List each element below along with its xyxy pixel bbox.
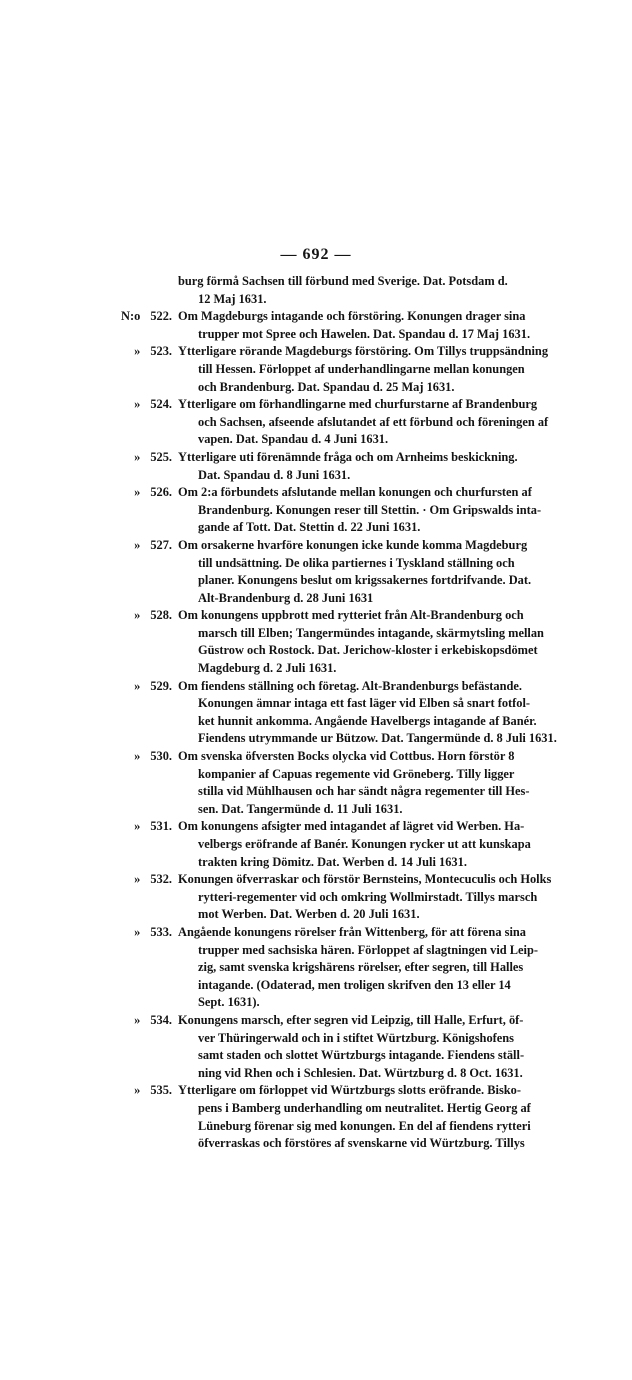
entry-line: planer. Konungens beslut om krigssakernes fortdrifvande. Dat. [198, 573, 532, 588]
entry-line: Om fiendens ställning och företag. Alt-Brandenburgs befästande. [178, 678, 522, 693]
entry-line: gande af Tott. Dat. Stettin d. 22 Juni 1631. [198, 520, 421, 535]
entry-number: 528. [150, 608, 172, 623]
entry-line: vapen. Dat. Spandau d. 4 Juni 1631. [198, 432, 389, 447]
entry-line: till Hessen. Förloppet af underhandlingarne mellan konungen [198, 361, 525, 376]
entry-line: velbergs eröfrande af Banér. Konungen rycker ut att kunskapa [198, 837, 531, 851]
entry-marker: » [134, 1083, 141, 1098]
entry-line: Ytterligare rörande Magdeburgs förstöring. Om Tillys truppsändning [178, 344, 549, 359]
continuation-line: burg förmå Sachsen till förbund med Sverige. Dat. Potsdam d. [178, 274, 508, 288]
entry-line: trupper med sachsiska hären. Förloppet af slagtningen vid Leip- [198, 942, 538, 957]
entry-number-cell [110, 748, 178, 766]
entry-text [178, 537, 604, 607]
register-entry [110, 678, 604, 748]
register-entry [110, 748, 604, 818]
entry-line: Brandenburg. Konungen reser till Stettin. · Om Gripswalds inta- [198, 502, 542, 517]
entry-text [178, 818, 604, 871]
entry-number: 526. [150, 485, 172, 500]
entry-number-cell [110, 308, 178, 326]
entry-line: ning vid Rhen och i Schlesien. Dat. Würtzburg d. 8 Oct. 1631. [198, 1065, 523, 1080]
entry-line: Sept. 1631). [198, 995, 260, 1010]
entry-line: Ytterligare om förhandlingarne med churfurstarne af Brandenburg [178, 397, 538, 412]
entry-line: Fiendens utrymmande ur Bützow. Dat. Tangermünde d. 8 Juli 1631. [198, 731, 557, 746]
entry-number-cell [110, 449, 178, 467]
entry-number-cell [110, 1082, 178, 1100]
register-text [110, 273, 604, 1153]
entry-marker: » [134, 924, 141, 939]
entry-marker: » [134, 449, 141, 464]
entry-number: 523. [150, 344, 172, 359]
entry-line: trupper mot Spree och Hawelen. Dat. Spandau d. 17 Maj 1631. [198, 326, 531, 341]
entry-number-cell [110, 871, 178, 889]
entry-line: Magdeburg d. 2 Juli 1631. [198, 661, 337, 676]
register-entry [110, 924, 604, 1012]
register-entry [110, 308, 604, 343]
entry-line: Om orsakerne hvarföre konungen icke kunde komma Magdeburg [178, 537, 528, 552]
entry-marker: » [134, 872, 141, 887]
entry-line: intagande. (Odaterad, men troligen skrifven den 13 eller 14 [198, 977, 511, 992]
entry-number: 531. [150, 819, 172, 834]
entry-line: öfverraskas och förstöres af svenskarne vid Würtzburg. Tillys [198, 1136, 525, 1151]
entry-line: och Sachsen, afseende afslutandet af ett förbund och föreningen af [198, 414, 549, 429]
entry-marker: » [134, 344, 141, 359]
entry-line: rytteri-regementer vid och omkring Wollmirstadt. Tillys marsch [198, 889, 538, 904]
register-entry [110, 449, 604, 484]
entry-text [178, 396, 604, 449]
entry-text [178, 484, 604, 537]
continuation-line: 12 Maj 1631. [198, 291, 267, 306]
entry-marker: » [134, 397, 141, 412]
entry-number-cell [110, 1012, 178, 1030]
entry-number: 527. [150, 537, 172, 552]
entry-line: mot Werben. Dat. Werben d. 20 Juli 1631. [198, 907, 420, 922]
entry-line: zig, samt svenska krigshärens rörelser, efter segren, till Halles [198, 960, 524, 975]
page-number: — 692 — [280, 246, 352, 263]
entry-number-cell [110, 678, 178, 696]
entry-line: och Brandenburg. Dat. Spandau d. 25 Maj 1631. [198, 379, 455, 394]
entry-line: Lüneburg förenar sig med konungen. En del af fiendens rytteri [198, 1118, 531, 1133]
entry-marker: » [134, 1012, 141, 1027]
entry-line: samt staden och slottet Würtzburgs intagande. Fiendens ställ- [198, 1048, 525, 1063]
entry-marker: » [134, 678, 141, 693]
continuation-paragraph [178, 273, 604, 308]
entry-text [178, 748, 604, 818]
entry-line: Ytterligare om förloppet vid Würtzburgs slotts eröfrande. Bisko- [178, 1083, 521, 1098]
entry-line: Om konungens afsigter med intagandet af lägret vid Werben. Ha- [178, 819, 525, 834]
entry-line: pens i Bamberg underhandling om neutralitet. Hertig Georg af [198, 1100, 531, 1115]
entry-number-cell [110, 924, 178, 942]
register-entry [110, 484, 604, 537]
entry-number: 532. [150, 872, 172, 887]
register-entry [110, 871, 604, 924]
entry-number: 535. [150, 1083, 172, 1098]
entry-text [178, 343, 604, 396]
entry-line: Konungen ämnar intaga ett fast läger vid Elben så snart fotfol- [198, 696, 531, 711]
entry-marker: » [134, 537, 141, 552]
register-entry [110, 1082, 604, 1152]
entry-number-cell [110, 818, 178, 836]
entry-line: Alt-Brandenburg d. 28 Juni 1631 [198, 590, 374, 605]
entry-number: 529. [150, 678, 172, 693]
entry-list [110, 308, 604, 1153]
entry-line: Konungen öfverraskar och förstör Bernsteins, Montecuculis och Holks [178, 872, 552, 887]
entry-line: stilla vid Mühlhausen och har sändt några regementer till Hes- [198, 784, 530, 799]
entry-line: Güstrow och Rostock. Dat. Jerichow-kloster i erkebiskopsdömet [198, 643, 538, 658]
register-entry [110, 818, 604, 871]
entry-line: kompanier af Capuas regemente vid Gröneberg. Tilly ligger [198, 766, 515, 781]
entry-text [178, 449, 604, 484]
entry-number: 534. [150, 1012, 172, 1027]
entry-line: Om Magdeburgs intagande och förstöring. Konungen drager sina [178, 309, 526, 324]
entry-number: 525. [150, 449, 172, 464]
entry-line: trakten kring Dömitz. Dat. Werben d. 14 Juli 1631. [198, 854, 467, 869]
entry-line: Konungens marsch, efter segren vid Leipzig, till Halle, Erfurt, öf- [178, 1012, 524, 1027]
entry-text [178, 678, 604, 748]
entry-number-cell [110, 396, 178, 414]
register-entry [110, 343, 604, 396]
entry-marker: » [134, 608, 141, 623]
register-entry [110, 537, 604, 607]
entry-text [178, 924, 604, 1012]
entry-line: Angående konungens rörelser från Wittenberg, för att förena sina [178, 924, 526, 939]
entry-line: sen. Dat. Tangermünde d. 11 Juli 1631. [198, 801, 403, 816]
entry-number: 524. [150, 397, 172, 412]
entry-number: 522. [150, 309, 172, 324]
entry-text [178, 871, 604, 924]
entry-number-cell [110, 343, 178, 361]
entry-line: Dat. Spandau d. 8 Juni 1631. [198, 467, 351, 482]
entry-line: Om konungens uppbrott med rytteriet från Alt-Brandenburg och [178, 608, 524, 623]
entry-marker: » [134, 819, 141, 834]
entry-text [178, 1012, 604, 1082]
entry-line: Ytterligare uti förenämnde fråga och om Arnheims beskickning. [178, 449, 518, 464]
entry-line: till undsättning. De olika partiernes i Tyskland ställning och [198, 555, 515, 570]
entry-number-cell [110, 537, 178, 555]
entry-marker: » [134, 485, 141, 500]
register-entry [110, 396, 604, 449]
entry-number-cell [110, 484, 178, 502]
entry-marker: » [134, 749, 141, 764]
register-entry [110, 1012, 604, 1082]
entry-number-cell [110, 607, 178, 625]
entry-marker: N:o [121, 309, 141, 324]
entry-line: Om svenska öfversten Bocks olycka vid Cottbus. Horn förstör 8 [178, 749, 515, 764]
entry-line: Om 2:a förbundets afslutande mellan konungen och churfursten af [178, 485, 532, 500]
register-entry [110, 607, 604, 677]
entry-text [178, 607, 604, 677]
entry-number: 533. [150, 924, 172, 939]
entry-number: 530. [150, 749, 172, 764]
entry-line: ket hunnit ankomma. Angående Havelbergs intagande af Banér. [198, 713, 537, 728]
entry-text [178, 308, 604, 343]
entry-line: ver Thüringerwald och in i stiftet Würtzburg. Königshofens [198, 1030, 514, 1045]
entry-text [178, 1082, 604, 1152]
entry-line: marsch till Elben; Tangermündes intagande, skärmytsling mellan [198, 625, 544, 640]
